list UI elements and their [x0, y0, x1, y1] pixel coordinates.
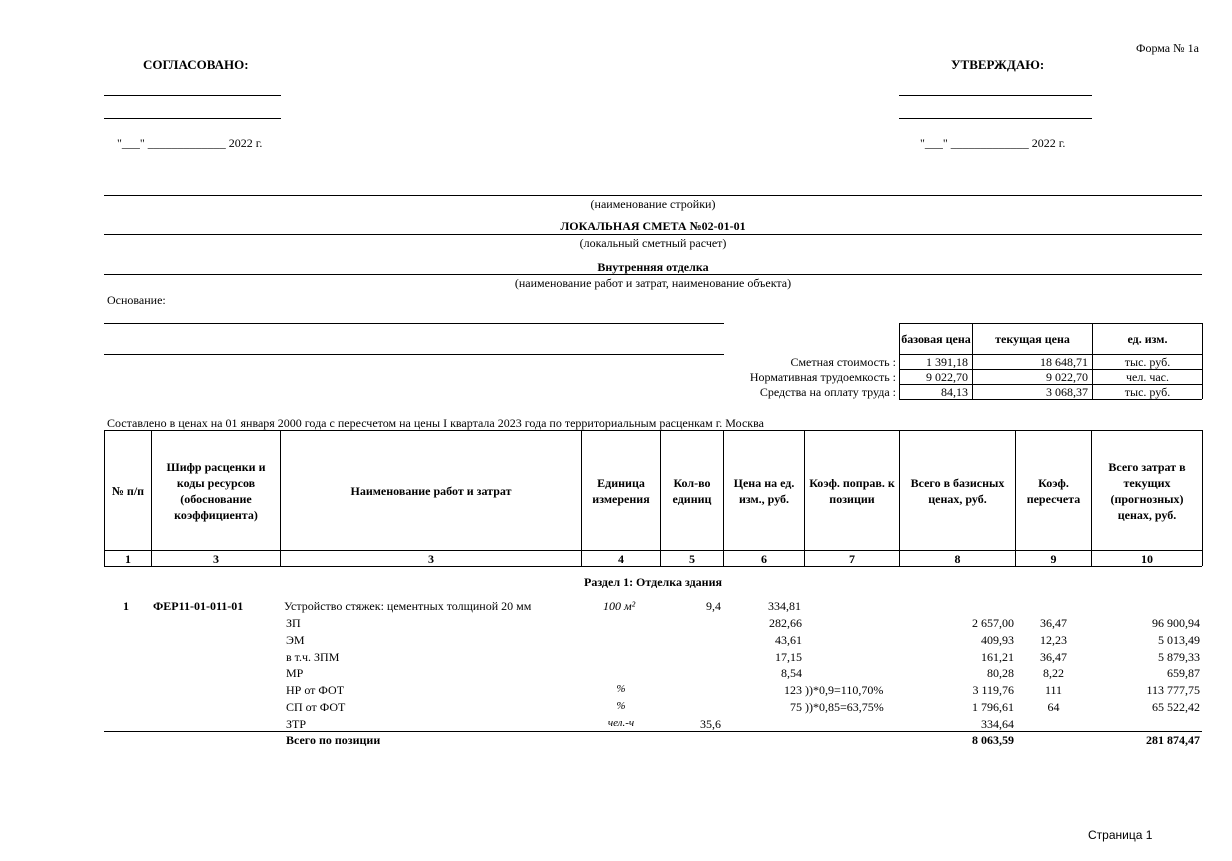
- row-price: 282,66: [769, 616, 802, 630]
- position-unit: 100 м²: [603, 599, 636, 613]
- col-number: 7: [849, 551, 855, 566]
- summary-row-label: Сметная стоимость :: [790, 355, 896, 369]
- summary-row-base: 84,13: [941, 385, 968, 399]
- compiled-note: Составлено в ценах на 01 января 2000 года с пересчетом на цены I квартала 2023 года по территориальным расценкам г. Москва: [107, 416, 764, 430]
- total-label: Всего по позиции: [286, 733, 381, 747]
- row-name: ЗП: [286, 616, 301, 630]
- summary-row-current: 18 648,71: [1040, 355, 1088, 369]
- summary-col-unit: ед. изм.: [1127, 332, 1168, 346]
- summary-row-base: 1 391,18: [926, 355, 968, 369]
- approval-left-date: "___" _____________ 2022 г.: [117, 136, 263, 150]
- row-name: СП от ФОТ: [286, 700, 346, 714]
- approval-left-line-2: [104, 118, 281, 119]
- row-base-total: 409,93: [981, 633, 1014, 647]
- col-header-base-total: Всего в базисных ценах, руб.: [910, 475, 1005, 506]
- row-unit: %: [616, 700, 626, 712]
- total-line: [104, 731, 1202, 732]
- row-base-total: 1 796,61: [972, 700, 1014, 714]
- row-name: в т.ч. ЗПМ: [286, 650, 340, 664]
- position-code: ФЕР11-01-011-01: [153, 599, 244, 613]
- row-base-total: 2 657,00: [972, 616, 1014, 630]
- row-coef: ))*0,9=110,70%: [805, 683, 884, 697]
- approval-right-date: "___" _____________ 2022 г.: [920, 136, 1066, 150]
- position-price: 334,81: [768, 599, 801, 613]
- summary-row-base: 9 022,70: [926, 370, 968, 384]
- col-number: 8: [954, 551, 961, 566]
- col-header-num: № п/п: [111, 483, 145, 498]
- row-recalc: 64: [1047, 700, 1060, 714]
- row-recalc: 36,47: [1040, 650, 1067, 664]
- basis-label: Основание:: [107, 293, 166, 307]
- approval-right-line-1: [899, 95, 1092, 96]
- summary-col-current: текущая цена: [995, 332, 1070, 346]
- summary-row-current: 3 068,37: [1046, 385, 1088, 399]
- total-current: 281 874,47: [1146, 733, 1200, 747]
- approval-left-title: СОГЛАСОВАНО:: [143, 57, 249, 72]
- row-base-total: 334,64: [981, 717, 1014, 731]
- summary-row-current: 9 022,70: [1046, 370, 1088, 384]
- col-header-qty: Кол-во единиц: [672, 475, 712, 506]
- construction-line: [104, 195, 1202, 196]
- basis-line-1: [104, 323, 724, 324]
- approval-right-title: УТВЕРЖДАЮ:: [951, 57, 1045, 72]
- summary-row-unit: чел. час.: [1125, 370, 1170, 384]
- row-price: 75: [790, 700, 802, 714]
- construction-caption: (наименование стройки): [590, 197, 716, 211]
- row-name: НР от ФОТ: [286, 683, 345, 697]
- summary-row-unit: тыс. руб.: [1124, 355, 1171, 369]
- row-price: 43,61: [775, 633, 802, 647]
- col-number: 9: [1050, 551, 1057, 566]
- row-name: ЗТР: [286, 717, 307, 731]
- row-unit: %: [616, 683, 626, 695]
- col-number: 4: [618, 551, 624, 566]
- estimate-caption: (локальный сметный расчет): [579, 236, 727, 250]
- col-number: 3: [213, 551, 219, 566]
- col-header-code: Шифр расценки и коды ресурсов (обоснование коэффициента): [166, 459, 266, 522]
- row-current-total: 65 522,42: [1152, 700, 1200, 714]
- row-coef: ))*0,85=63,75%: [805, 700, 884, 714]
- col-number: 3: [428, 551, 434, 566]
- row-current-total: 96 900,94: [1152, 616, 1200, 630]
- col-number: 10: [1141, 551, 1153, 566]
- section-title: Раздел 1: Отделка здания: [584, 575, 722, 589]
- row-current-total: 5 013,49: [1158, 633, 1200, 647]
- row-base-total: 80,28: [987, 666, 1014, 680]
- approval-left-line-1: [104, 95, 281, 96]
- object-caption: (наименование работ и затрат, наименование объекта): [514, 276, 792, 290]
- estimate-title: ЛОКАЛЬНАЯ СМЕТА №02-01-01: [560, 219, 746, 233]
- page-number: Страница 1: [1088, 828, 1153, 842]
- col-header-unit: Единица измерения: [592, 475, 650, 506]
- row-current-total: 659,87: [1167, 666, 1200, 680]
- form-number: Форма № 1а: [1136, 41, 1199, 55]
- row-recalc: 111: [1044, 683, 1063, 697]
- row-recalc: 8,22: [1043, 666, 1064, 680]
- summary-row-unit: тыс. руб.: [1124, 385, 1171, 399]
- summary-row-label: Нормативная трудоемкость :: [749, 370, 896, 384]
- col-number: 6: [761, 551, 767, 566]
- row-price: 17,15: [775, 650, 802, 664]
- col-number: 5: [689, 551, 695, 566]
- row-base-total: 161,21: [981, 650, 1014, 664]
- position-name: Устройство стяжек: цементных толщиной 20 мм: [284, 599, 532, 613]
- row-qty: 35,6: [700, 717, 721, 731]
- col-header-name: Наименование работ и затрат: [350, 483, 512, 498]
- estimate-line: [104, 234, 1202, 235]
- summary-col-base: базовая цена: [901, 332, 971, 346]
- col-number: 1: [125, 551, 131, 566]
- row-name: МР: [286, 666, 304, 680]
- row-current-total: 113 777,75: [1146, 683, 1200, 697]
- object-name: Внутренняя отделка: [597, 260, 709, 274]
- row-current-total: 5 879,33: [1158, 650, 1200, 664]
- row-name: ЭМ: [286, 633, 305, 647]
- position-qty: 9,4: [706, 599, 721, 613]
- row-price: 123: [784, 683, 802, 697]
- total-base: 8 063,59: [972, 733, 1014, 747]
- col-header-price: Цена на ед. изм., руб.: [733, 475, 795, 506]
- summary-row-label: Средства на оплату труда :: [759, 385, 896, 399]
- col-header-coef: Коэф. поправ. к позиции: [809, 475, 895, 506]
- row-price: 8,54: [781, 666, 802, 680]
- col-header-recalc: Коэф. пересчета: [1026, 475, 1081, 506]
- row-unit: чел.-ч: [607, 717, 635, 729]
- row-recalc: 12,23: [1040, 633, 1067, 647]
- object-line: [104, 274, 1202, 275]
- position-num: 1: [123, 599, 129, 613]
- approval-right-line-2: [899, 118, 1092, 119]
- row-base-total: 3 119,76: [972, 683, 1014, 697]
- row-recalc: 36,47: [1040, 616, 1067, 630]
- col-header-current-total: Всего затрат в текущих (прогнозных) ценах, руб.: [1108, 459, 1186, 522]
